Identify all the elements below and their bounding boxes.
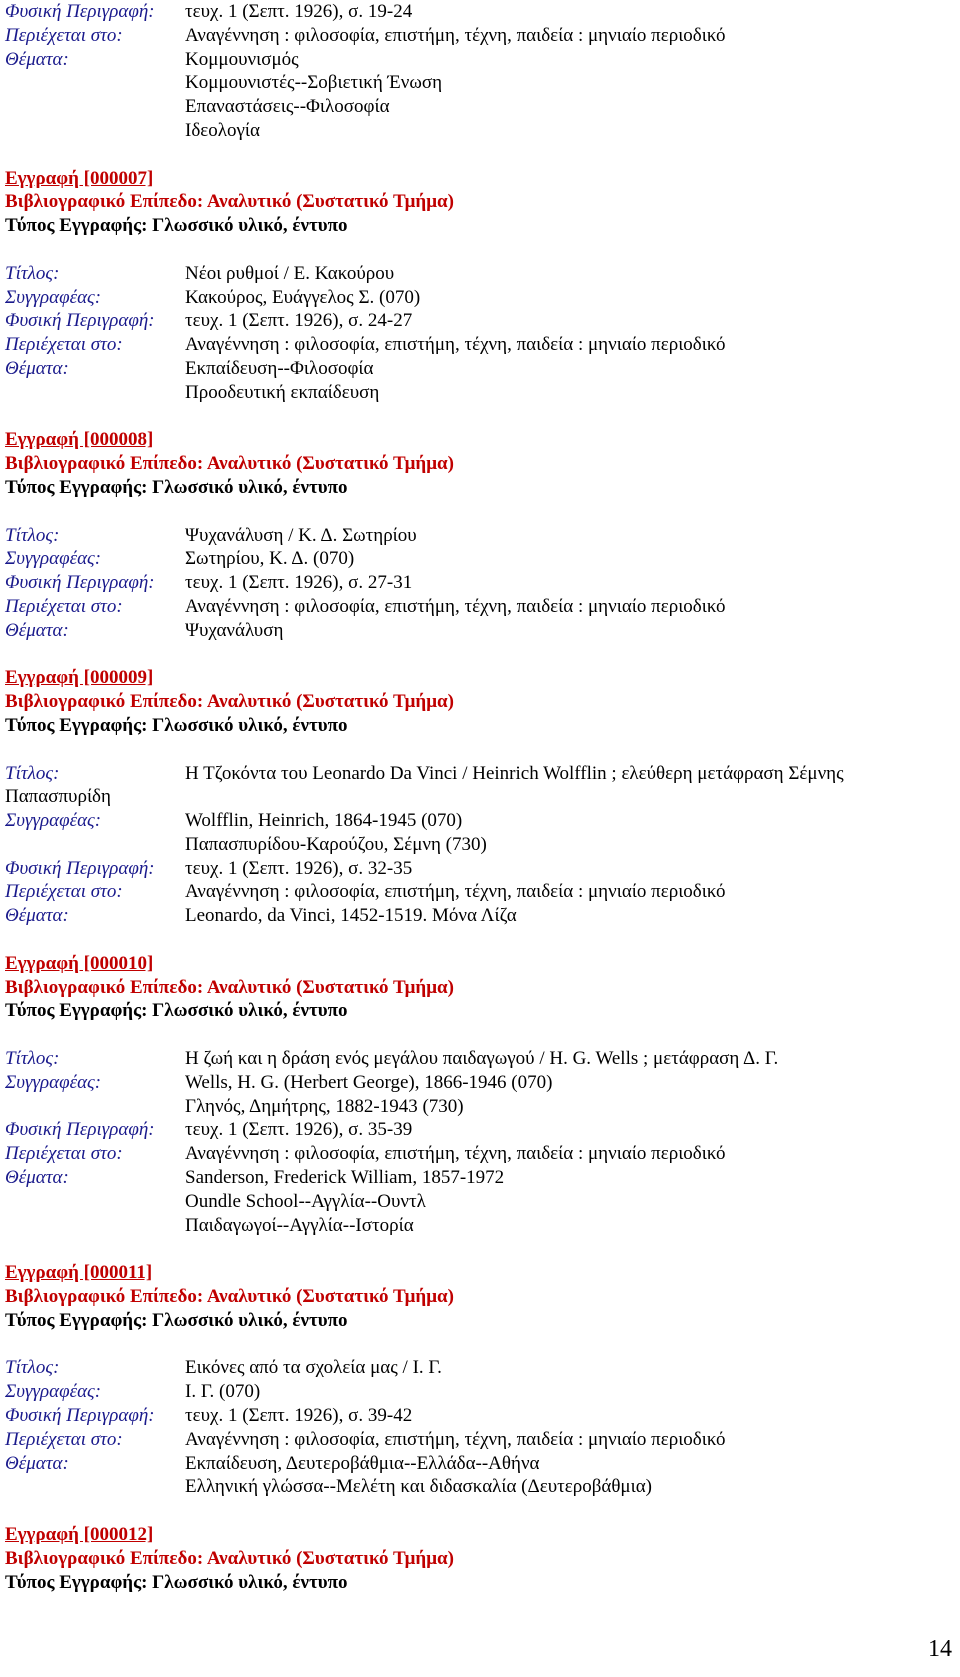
field-subjects: [5, 357, 955, 381]
field-contained: [5, 595, 955, 619]
field-label: Φυσική Περιγραφή:: [5, 310, 155, 332]
field-label: Περιέχεται στο:: [5, 24, 123, 46]
field-label: Συγγραφέας:: [5, 548, 102, 570]
field-title-continuation: Παπασπυρίδη: [5, 786, 111, 808]
record-type: Τύπος Εγγραφής: Γλωσσικό υλικό, έντυπο: [5, 714, 348, 736]
record-id: Εγγραφή [000010]: [5, 952, 154, 974]
field-subjects: [5, 619, 955, 643]
field-value: Κακούρος, Ευάγγελος Σ. (070): [185, 286, 421, 308]
subject-entry: Επαναστάσεις--Φιλοσοφία: [185, 96, 390, 118]
subject-entry: Εκπαίδευση--Φιλοσοφία: [185, 357, 374, 379]
field-author-cont: [5, 1095, 955, 1119]
field-label: Θέματα:: [5, 905, 69, 927]
field-physical: [5, 0, 955, 24]
field-value: Wolfflin, Heinrich, 1864-1945 (070): [185, 810, 463, 832]
field-label: Περιέχεται στο:: [5, 1143, 123, 1165]
field-value: Η Τζοκόντα του Leonardo Da Vinci / Heinrich Wolfflin ; ελεύθερη μετάφραση Σέμνης: [185, 762, 844, 784]
catalog-page: [5, 0, 955, 1594]
record-entry: [5, 666, 955, 928]
field-label: Θέματα:: [5, 1167, 69, 1189]
record-entry: [5, 428, 955, 642]
field-label: Φυσική Περιγραφή:: [5, 1405, 155, 1427]
field-subjects-cont: [5, 1190, 955, 1214]
record-entry: [5, 167, 955, 405]
field-value: Αναγέννηση : φιλοσοφία, επιστήμη, τέχνη, παιδεία : μηνιαίο περιοδικό: [185, 334, 726, 356]
subject-entry: Παιδαγωγοί--Αγγλία--Ιστορία: [185, 1214, 414, 1236]
field-label: Περιέχεται στο:: [5, 595, 123, 617]
field-physical: [5, 1404, 955, 1428]
field-label: Φυσική Περιγραφή:: [5, 572, 155, 594]
field-subjects: [5, 1452, 955, 1476]
field-value: Ψυχανάλυση / Κ. Δ. Σωτηρίου: [185, 524, 417, 546]
field-subjects-cont: [5, 1475, 955, 1499]
field-label: Συγγραφέας:: [5, 810, 102, 832]
field-value: Αναγέννηση : φιλοσοφία, επιστήμη, τέχνη, παιδεία : μηνιαίο περιοδικό: [185, 24, 726, 46]
field-value: Γληνός, Δημήτρης, 1882-1943 (730): [185, 1095, 464, 1117]
field-value: Αναγέννηση : φιλοσοφία, επιστήμη, τέχνη, παιδεία : μηνιαίο περιοδικό: [185, 595, 726, 617]
record-level: Βιβλιογραφικό Επίπεδο: Αναλυτικό (Συστατικό Τμήμα): [5, 453, 454, 475]
subject-entry: Προοδευτική εκπαίδευση: [185, 381, 380, 403]
field-label: Τίτλος:: [5, 524, 60, 546]
field-label: Θέματα:: [5, 357, 69, 379]
field-title: [5, 262, 955, 286]
field-contained: [5, 1142, 955, 1166]
field-subjects: [5, 1166, 955, 1190]
field-value: Η ζωή και η δράση ενός μεγάλου παιδαγωγού / H. G. Wells ; μετάφραση Δ. Γ.: [185, 1048, 779, 1070]
field-label: Θέματα:: [5, 1452, 69, 1474]
record-id: Εγγραφή [000012]: [5, 1524, 154, 1545]
page-number: 14: [928, 1636, 952, 1662]
field-label: Συγγραφέας:: [5, 1071, 102, 1093]
record-type: Τύπος Εγγραφής: Γλωσσικό υλικό, έντυπο: [5, 215, 348, 237]
field-value: τευχ. 1 (Σεπτ. 1926), σ. 24-27: [185, 310, 413, 332]
field-author: [5, 286, 955, 310]
record-fragment-top: [5, 0, 955, 143]
field-label: Τίτλος:: [5, 262, 60, 284]
field-label: Φυσική Περιγραφή:: [5, 1119, 155, 1141]
record-type: Τύπος Εγγραφής: Γλωσσικό υλικό, έντυπο: [5, 1571, 348, 1593]
field-label: Τίτλος:: [5, 1357, 60, 1379]
field-value: τευχ. 1 (Σεπτ. 1926), σ. 27-31: [185, 572, 413, 594]
field-label: Θέματα:: [5, 48, 69, 70]
field-author: [5, 1380, 955, 1404]
field-contained: [5, 24, 955, 48]
field-value: τευχ. 1 (Σεπτ. 1926), σ. 35-39: [185, 1119, 413, 1141]
field-physical: [5, 309, 955, 333]
field-label: Τίτλος:: [5, 762, 60, 784]
record-entry: [5, 1523, 955, 1594]
field-subjects-cont: [5, 95, 955, 119]
field-label: Περιέχεται στο:: [5, 334, 123, 356]
record-type: Τύπος Εγγραφής: Γλωσσικό υλικό, έντυπο: [5, 1309, 348, 1331]
field-value: Εικόνες από τα σχολεία μας / Ι. Γ.: [185, 1357, 442, 1379]
field-subjects-cont: [5, 1214, 955, 1238]
subject-entry: Ιδεολογία: [185, 119, 260, 141]
field-subjects-cont: [5, 71, 955, 95]
field-title: [5, 524, 955, 548]
field-label: Συγγραφέας:: [5, 286, 102, 308]
field-author: [5, 1071, 955, 1095]
field-subjects: [5, 904, 955, 928]
record-id: Εγγραφή [000011]: [5, 1262, 153, 1284]
record-level: Βιβλιογραφικό Επίπεδο: Αναλυτικό (Συστατικό Τμήμα): [5, 1286, 454, 1308]
record-id: Εγγραφή [000009]: [5, 667, 154, 689]
field-subjects: [5, 48, 955, 72]
field-value: Ι. Γ. (070): [185, 1381, 261, 1403]
subject-entry: Κομμουνισμός: [185, 48, 299, 70]
field-value: τευχ. 1 (Σεπτ. 1926), σ. 32-35: [185, 857, 413, 879]
field-value: Σωτηρίου, Κ. Δ. (070): [185, 548, 355, 570]
subject-entry: Κομμουνιστές--Σοβιετική Ένωση: [185, 72, 443, 94]
record-type: Τύπος Εγγραφής: Γλωσσικό υλικό, έντυπο: [5, 1000, 348, 1022]
field-label: Θέματα:: [5, 619, 69, 641]
field-value: Αναγέννηση : φιλοσοφία, επιστήμη, τέχνη, παιδεία : μηνιαίο περιοδικό: [185, 1143, 726, 1165]
field-author-cont: [5, 833, 955, 857]
field-contained: [5, 333, 955, 357]
record-id: Εγγραφή [000007]: [5, 167, 154, 189]
record-entry: [5, 1261, 955, 1499]
field-label: Συγγραφέας:: [5, 1381, 102, 1403]
field-author: [5, 547, 955, 571]
field-label: Φυσική Περιγραφή:: [5, 857, 155, 879]
field-physical: [5, 571, 955, 595]
record-type: Τύπος Εγγραφής: Γλωσσικό υλικό, έντυπο: [5, 476, 348, 498]
field-title: [5, 762, 955, 786]
record-level: Βιβλιογραφικό Επίπεδο: Αναλυτικό (Συστατικό Τμήμα): [5, 191, 454, 213]
field-contained: [5, 880, 955, 904]
field-contained: [5, 1428, 955, 1452]
subject-entry: Ψυχανάλυση: [185, 619, 284, 641]
field-subjects-cont: [5, 381, 955, 405]
field-value: Παπασπυρίδου-Καρούζου, Σέμνη (730): [185, 833, 487, 855]
field-subjects-cont: [5, 119, 955, 143]
field-title: [5, 1047, 955, 1071]
record-entry: [5, 952, 955, 1238]
subject-entry: Εκπαίδευση, Δευτεροβάθμια--Ελλάδα--Αθήνα: [185, 1452, 540, 1474]
field-value: Αναγέννηση : φιλοσοφία, επιστήμη, τέχνη, παιδεία : μηνιαίο περιοδικό: [185, 881, 726, 903]
field-label: Φυσική Περιγραφή:: [5, 1, 155, 22]
record-level: Βιβλιογραφικό Επίπεδο: Αναλυτικό (Συστατικό Τμήμα): [5, 691, 454, 713]
field-physical: [5, 857, 955, 881]
field-author: [5, 809, 955, 833]
field-value: Αναγέννηση : φιλοσοφία, επιστήμη, τέχνη, παιδεία : μηνιαίο περιοδικό: [185, 1428, 726, 1450]
field-value: Wells, H. G. (Herbert George), 1866-1946 (070): [185, 1071, 553, 1093]
field-value: τευχ. 1 (Σεπτ. 1926), σ. 19-24: [185, 1, 413, 22]
subject-entry: Ελληνική γλώσσα--Μελέτη και διδασκαλία (Δευτεροβάθμια): [185, 1476, 653, 1498]
record-level: Βιβλιογραφικό Επίπεδο: Αναλυτικό (Συστατικό Τμήμα): [5, 976, 454, 998]
field-value: τευχ. 1 (Σεπτ. 1926), σ. 39-42: [185, 1405, 413, 1427]
field-label: Τίτλος:: [5, 1048, 60, 1070]
field-value: Νέοι ρυθμοί / Ε. Κακούρου: [185, 262, 395, 284]
field-label: Περιέχεται στο:: [5, 1428, 123, 1450]
field-title: [5, 1356, 955, 1380]
field-label: Περιέχεται στο:: [5, 881, 123, 903]
field-physical: [5, 1118, 955, 1142]
record-id: Εγγραφή [000008]: [5, 429, 154, 451]
subject-entry: Oundle School--Αγγλία--Ουντλ: [185, 1190, 426, 1212]
record-level: Βιβλιογραφικό Επίπεδο: Αναλυτικό (Συστατικό Τμήμα): [5, 1547, 454, 1569]
subject-entry: Sanderson, Frederick William, 1857-1972: [185, 1167, 505, 1189]
subject-entry: Leonardo, da Vinci, 1452-1519. Μόνα Λίζα: [185, 905, 517, 927]
